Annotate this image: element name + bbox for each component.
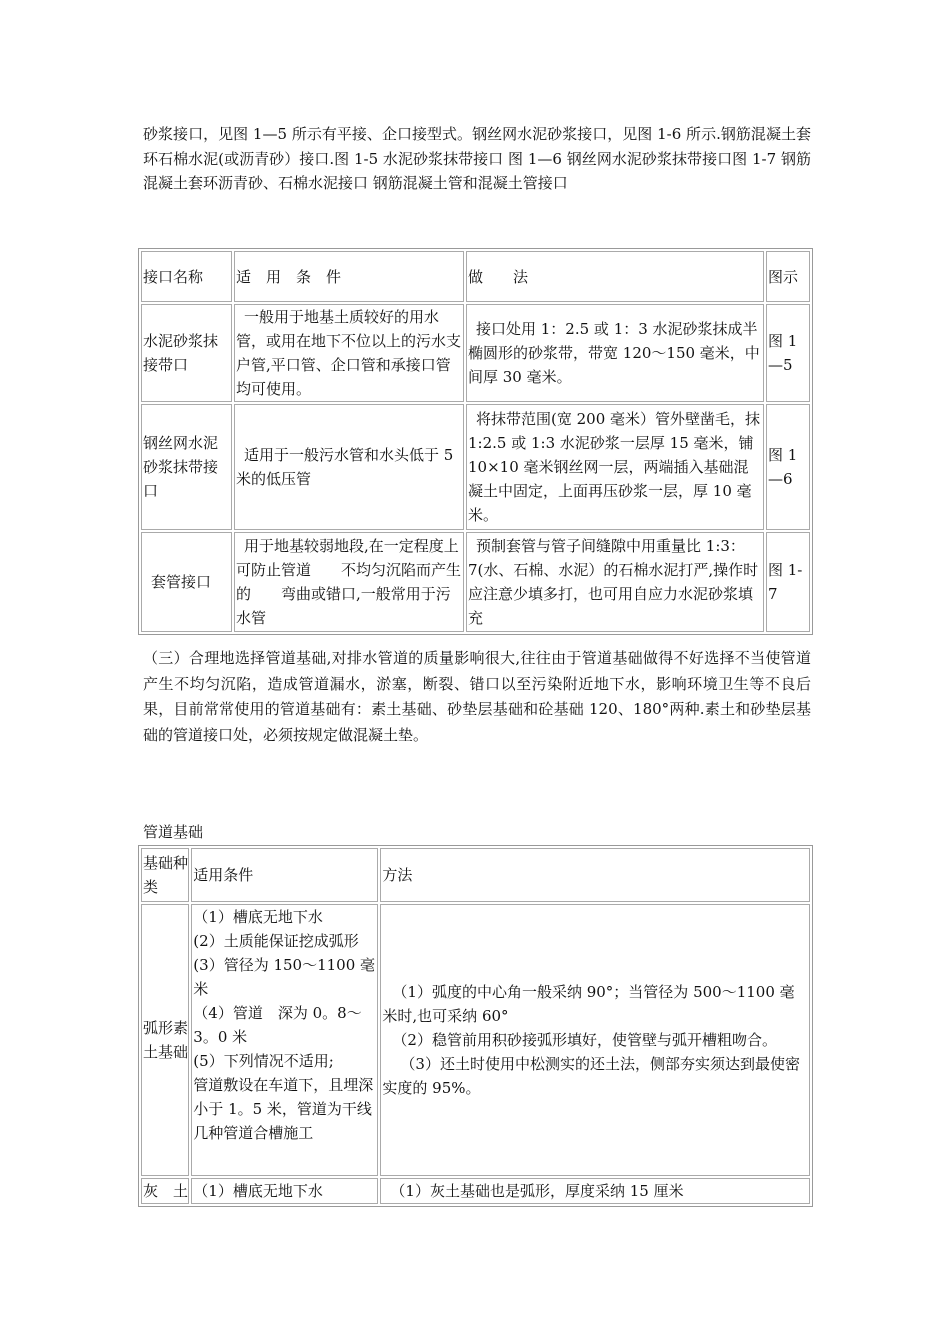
header-foundation-conditions: 适用条件 [191, 848, 378, 902]
joint-method: 将抹带范围(宽 200 毫米）管外壁凿毛，抹 1:2.5 或 1:3 水泥砂浆一层厚 15 毫米，铺 10×10 毫米钢丝网一层，两端插入基础混凝土中固定，上面再压砂浆一层，厚 10 毫米。 [466, 404, 764, 530]
condition-line: (5）下列情况不适用; [193, 1052, 334, 1070]
joint-name: 套管接口 [141, 532, 232, 632]
table-row [141, 304, 810, 402]
header-conditions: 适 用 条 件 [234, 251, 464, 302]
method-line: （1）弧度的中心角一般采纳 90°；当管径为 500～1100 毫米时,也可采纳 60° [382, 983, 795, 1025]
intro-paragraph: 砂浆接口，见图 1—5 所示有平接、企口接型式。钢丝网水泥砂浆接口，见图 1-6 所示.钢筋混凝土套环石棉水泥(或沥青砂）接口.图 1-5 水泥砂浆抹带接口 图 1—6 钢丝网水泥砂浆抹带接口图 1-7 钢筋混凝土套环沥青砂、石棉水泥接口 钢筋混凝土管和混凝土管接口 [143, 125, 811, 192]
foundation-caption: 管道基础 [143, 823, 204, 841]
table-row [141, 904, 810, 1176]
joint-method: 接口处用 1：2.5 或 1：3 水泥砂浆抹成半椭圆形的砂浆带，带宽 120～150 毫米，中间厚 30 毫米。 [466, 304, 764, 402]
joint-conditions: 适用于一般污水管和水头低于 5 米的低压管 [234, 404, 464, 530]
table-row [141, 1178, 810, 1204]
foundation-type: 灰 土 [141, 1178, 189, 1204]
header-foundation-method: 方法 [380, 848, 810, 902]
foundation-conditions [191, 904, 378, 1176]
joint-conditions: 一般用于地基土质较好的用水管，或用在地下不位以上的污水支户管,平口管、企口管和承接口管均可使用。 [234, 304, 464, 402]
joint-conditions: 用于地基较弱地段,在一定程度上可防止管道 不均匀沉陷而产生的 弯曲或错口,一般常用于污水管 [234, 532, 464, 632]
foundation-type: 弧形素土基础 [141, 904, 189, 1176]
foundation-conditions: （1）槽底无地下水 [191, 1178, 378, 1204]
table-header-row [141, 848, 810, 902]
header-joint-name: 接口名称 [141, 251, 232, 302]
foundation-table [138, 845, 813, 1207]
table-row [141, 404, 810, 530]
condition-line: 管道敷设在车道下，且埋深小于 1。5 米，管道为干线 [193, 1076, 374, 1118]
joint-method: 预制套管与管子间缝隙中用重量比 1:3：7(水、石棉、水泥）的石棉水泥打严,操作时应注意少填多打，也可用自应力水泥砂浆填充 [466, 532, 764, 632]
table-row [141, 532, 810, 632]
joint-name: 水泥砂浆抹接带口 [141, 304, 232, 402]
condition-line: 几种管道合槽施工 [193, 1124, 314, 1142]
table-header-row [141, 251, 810, 302]
condition-line: (3）管径为 150～1100 毫米 [193, 956, 376, 998]
header-foundation-type: 基础种类 [141, 848, 189, 902]
joint-figure: 图 1—6 [766, 404, 810, 530]
header-method: 做 法 [466, 251, 764, 302]
condition-line: (2）土质能保证挖成弧形 [193, 932, 359, 950]
joint-figure: 图 1-7 [766, 532, 810, 632]
joint-figure: 图 1—5 [766, 304, 810, 402]
condition-line: （4）管道 深为 0。8～3。0 米 [193, 1004, 362, 1046]
condition-line: （1）槽底无地下水 [193, 908, 323, 926]
foundation-methods: （1）灰土基础也是弧形，厚度采纳 15 厘米 [380, 1178, 810, 1204]
header-figure: 图示 [766, 251, 810, 302]
method-line: （3）还土时使用中松测实的还土法，侧部夯实须达到最使密实度的 95%。 [382, 1055, 800, 1097]
joint-table [138, 248, 813, 635]
joint-name: 钢丝网水泥砂浆抹带接口 [141, 404, 232, 530]
paragraph-three: （三）合理地选择管道基础,对排水管道的质量影响很大,往往由于管道基础做得不好选择不当使管道产生不均匀沉陷，造成管道漏水，淤塞，断裂、错口以至污染附近地下水，影响环境卫生等不良后果，目前常常使用的管道基础有：素土基础、砂垫层基础和砼基础 120、180°两种.素土和砂垫层基础的管道接口处，必须按规定做混凝土垫。 [143, 649, 811, 744]
foundation-methods [380, 904, 810, 1176]
method-line: （2）稳管前用积砂接弧形填好，使管壁与弧开槽粗吻合。 [392, 1031, 777, 1049]
